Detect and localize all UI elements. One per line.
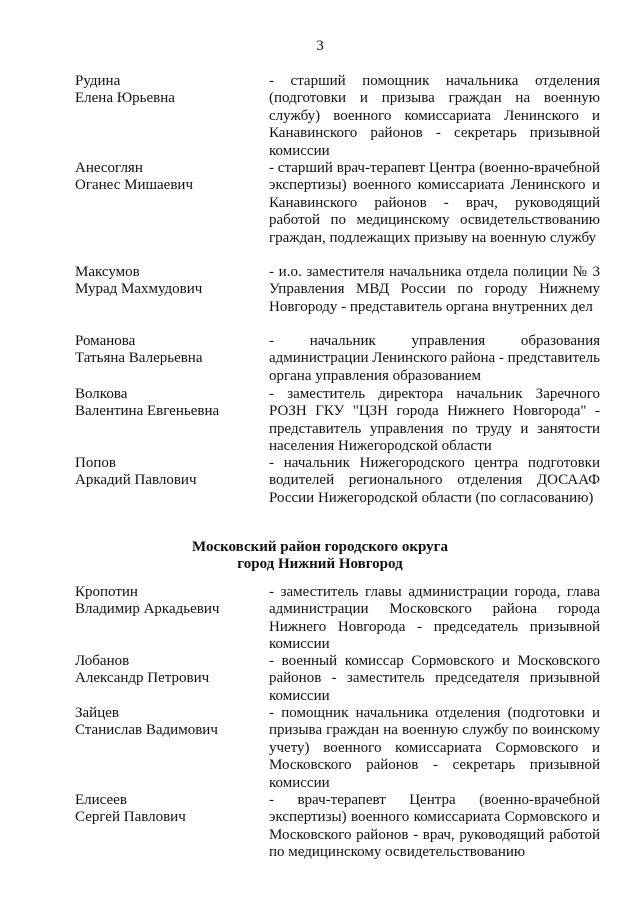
member-role: - помощник начальника отделения (подготовки и призыва граждан на военную службу по воинскому учету) военного комиссариата Сормовского и Московского районов - секретарь призывной комиссии [269, 705, 600, 791]
member-given-names: Оганес Мишаевич [75, 177, 193, 194]
member-entry [75, 455, 600, 507]
member-surname: Попов [75, 455, 116, 471]
member-surname: Романова [75, 333, 136, 349]
member-role: - военный комиссар Сормовского и Московского районов - заместитель председателя призывной комиссии [269, 653, 600, 704]
member-role: - и.о. заместителя начальника отдела полиции № 3 Управления МВД России по городу Нижнему Новгороду - представитель органа внутренних дел [269, 264, 600, 315]
member-role: - начальник Нижегородского центра подготовки водителей регионального отделения ДОСААФ России Нижегородской области (по согласованию) [269, 455, 600, 506]
member-entry [75, 653, 600, 705]
member-entry [75, 584, 600, 654]
member-entry [75, 333, 600, 385]
member-name [75, 705, 269, 792]
member-surname: Рудина [75, 73, 121, 89]
member-entry [75, 386, 600, 456]
member-entry [75, 73, 600, 160]
member-given-names: Аркадий Павлович [75, 472, 197, 489]
member-given-names: Станислав Вадимович [75, 722, 218, 739]
section-heading-line: город Нижний Новгород [237, 556, 403, 573]
member-role: - заместитель директора начальник Заречного РОЗН ГКУ "ЦЗН города Нижнего Новгорода" - представитель управления по труду и занятости населения Нижегородской области [269, 386, 600, 455]
member-name [75, 386, 269, 456]
member-name [75, 584, 269, 654]
member-given-names: Александр Петрович [75, 670, 210, 687]
member-surname: Максумов [75, 264, 140, 280]
member-given-names: Татьяна Валерьевна [75, 350, 203, 367]
member-surname: Лобанов [75, 653, 130, 669]
section-heading [0, 539, 640, 574]
member-role: - заместитель главы администрации города, глава администрации Московского района города Нижнего Новгорода - председатель призывной комиссии [269, 584, 600, 653]
member-name [75, 653, 269, 705]
member-name [75, 160, 269, 247]
member-given-names: Мурад Махмудович [75, 281, 203, 298]
member-entry [75, 705, 600, 792]
member-given-names: Сергей Павлович [75, 809, 186, 826]
member-entry [75, 792, 600, 862]
member-given-names: Владимир Аркадьевич [75, 601, 220, 618]
member-role: - старший помощник начальника отделения (подготовки и призыва граждан на военную службу) военного комиссариата Ленинского и Канавинского районов - секретарь призывной комиссии [269, 73, 600, 159]
member-surname: Зайцев [75, 705, 119, 721]
page-number: 3 [316, 38, 324, 54]
member-surname: Волкова [75, 386, 128, 402]
member-name [75, 333, 269, 385]
member-role: - старший врач-терапевт Центра (военно-врачебной экспертизы) военного комиссариата Ленинского и Канавинского районов - врач, руководящий работой по медицинскому освидетельствованию граждан, подлежащих призыву на военную службу [269, 160, 600, 246]
member-name [75, 455, 269, 507]
member-name [75, 73, 269, 160]
member-name [75, 264, 269, 316]
member-surname: Анесоглян [75, 160, 143, 176]
section-heading-line: Московский район городского округа [191, 539, 448, 555]
member-surname: Кропотин [75, 584, 138, 600]
member-entry [75, 160, 600, 247]
member-role: - врач-терапевт Центра (военно-врачебной экспертизы) военного комиссариата Сормовского и Московского районов - врач, руководящий работой по медицинскому освидетельствованию [269, 792, 600, 861]
member-entry [75, 264, 600, 316]
member-given-names: Елена Юрьевна [75, 90, 175, 107]
member-given-names: Валентина Евгеньевна [75, 403, 220, 420]
member-surname: Елисеев [75, 792, 127, 808]
member-role: - начальник управления образования администрации Ленинского района - представитель органа управления образованием [269, 333, 600, 384]
member-name [75, 792, 269, 862]
